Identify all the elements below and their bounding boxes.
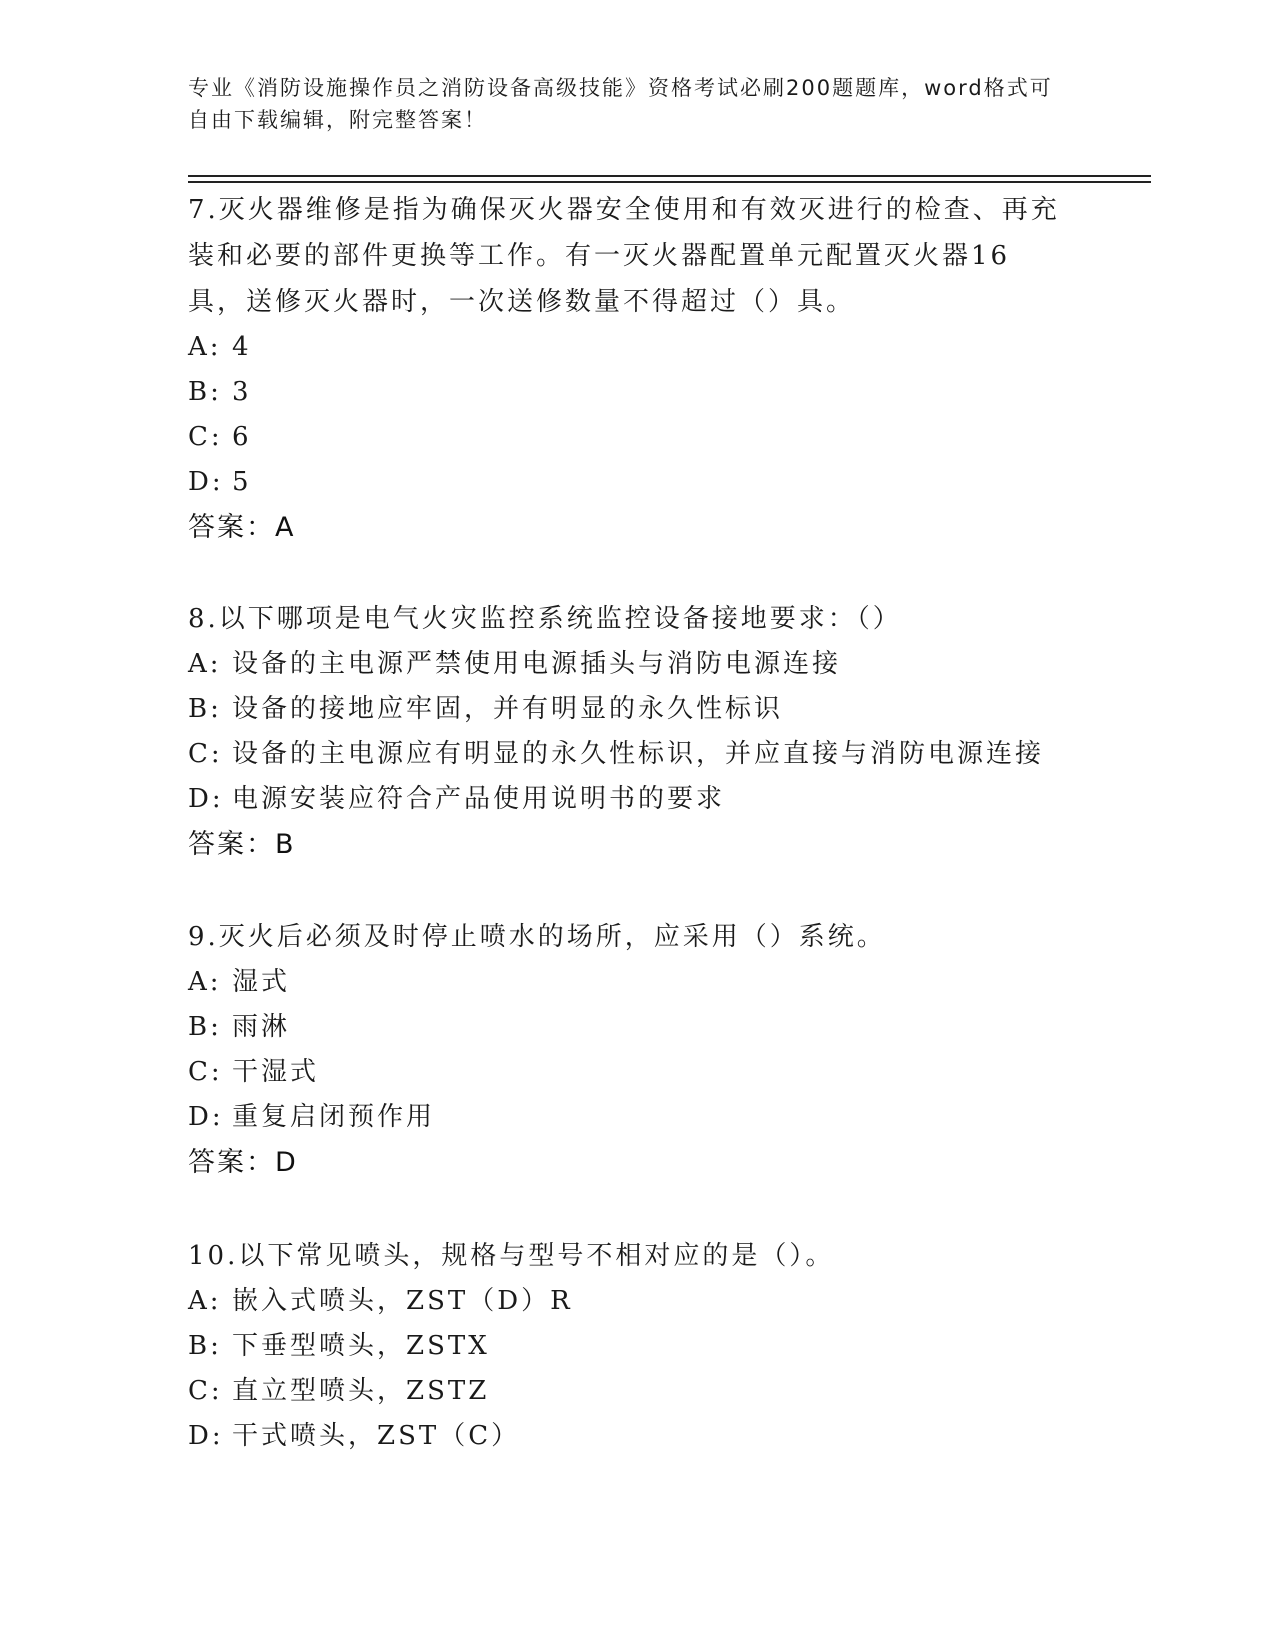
option-letter: C:: [188, 1376, 223, 1406]
option-letter: D:: [188, 1102, 224, 1132]
answer-label: 答案：D: [188, 1147, 298, 1178]
answer-label: 答案：A: [188, 512, 296, 543]
option-letter: A:: [188, 967, 222, 997]
option-c: [188, 1050, 1068, 1095]
option-text: 雨淋: [232, 1012, 291, 1042]
option-d: [188, 1095, 1068, 1140]
option-text: 干湿式: [232, 1057, 320, 1087]
option-letter: C:: [188, 422, 223, 452]
option-text: 电源安装应符合产品使用说明书的要求: [232, 784, 726, 814]
question-9: [188, 914, 1068, 1186]
option-letter: A:: [188, 1286, 222, 1316]
option-d: [188, 460, 1068, 505]
question-stem: 8.以下哪项是电气火灾监控系统监控设备接地要求：（）: [188, 604, 902, 634]
question-10: [188, 1233, 1068, 1459]
question-8: [188, 596, 1068, 868]
option-text: 直立型喷头，ZSTZ: [232, 1376, 490, 1406]
question-stem: 10.以下常见喷头，规格与型号不相对应的是（）。: [188, 1241, 835, 1271]
option-letter: B:: [188, 377, 222, 407]
option-letter: D:: [188, 467, 224, 497]
option-text: 设备的接地应牢固，并有明显的永久性标识: [232, 694, 784, 724]
answer-label: 答案：B: [188, 829, 296, 860]
option-a: [188, 642, 1068, 687]
option-letter: B:: [188, 1012, 222, 1042]
option-a: [188, 960, 1068, 1005]
question-stem: 7.灭火器维修是指为确保灭火器安全使用和有效灭进行的检查、再充装和必要的部件更换等工作。有一灭火器配置单元配置灭火器16具，送修灭火器时，一次送修数量不得超过（）具。: [188, 195, 1060, 317]
option-text: 湿式: [232, 967, 291, 997]
header-divider-top: [188, 175, 1151, 177]
option-text: 6: [232, 422, 252, 452]
option-a: [188, 1279, 1068, 1324]
option-letter: C:: [188, 739, 223, 769]
option-letter: A:: [188, 332, 222, 362]
option-c: [188, 415, 1068, 460]
option-text: 干式喷头，ZST（C）: [232, 1421, 521, 1451]
option-b: [188, 1324, 1068, 1369]
option-b: [188, 687, 1068, 732]
option-d: [188, 1414, 1068, 1459]
option-text: 下垂型喷头，ZSTX: [232, 1331, 490, 1361]
option-b: [188, 370, 1068, 415]
option-text: 5: [232, 467, 252, 497]
option-b: [188, 1005, 1068, 1050]
option-letter: B:: [188, 1331, 222, 1361]
option-c: [188, 732, 1068, 777]
option-d: [188, 777, 1068, 822]
option-text: 嵌入式喷头，ZST（D）R: [232, 1286, 573, 1316]
option-letter: A:: [188, 649, 222, 679]
option-text: 设备的主电源应有明显的永久性标识，并应直接与消防电源连接: [232, 739, 1045, 769]
option-c: [188, 1369, 1068, 1414]
question-stem: 9.灭火后必须及时停止喷水的场所，应采用（）系统。: [188, 922, 886, 952]
header-divider-bottom: [188, 181, 1151, 183]
document-header: 专业《消防设施操作员之消防设备高级技能》资格考试必刷200题题库，word格式可自由下载编辑，附完整答案！: [188, 76, 1053, 132]
option-letter: C:: [188, 1057, 223, 1087]
option-a: [188, 325, 1068, 370]
option-text: 重复启闭预作用: [232, 1102, 436, 1132]
option-letter: D:: [188, 784, 224, 814]
option-text: 4: [232, 332, 252, 362]
option-letter: D:: [188, 1421, 224, 1451]
option-letter: B:: [188, 694, 222, 724]
option-text: 设备的主电源严禁使用电源插头与消防电源连接: [232, 649, 842, 679]
option-text: 3: [232, 377, 252, 407]
question-7: [188, 187, 1068, 551]
